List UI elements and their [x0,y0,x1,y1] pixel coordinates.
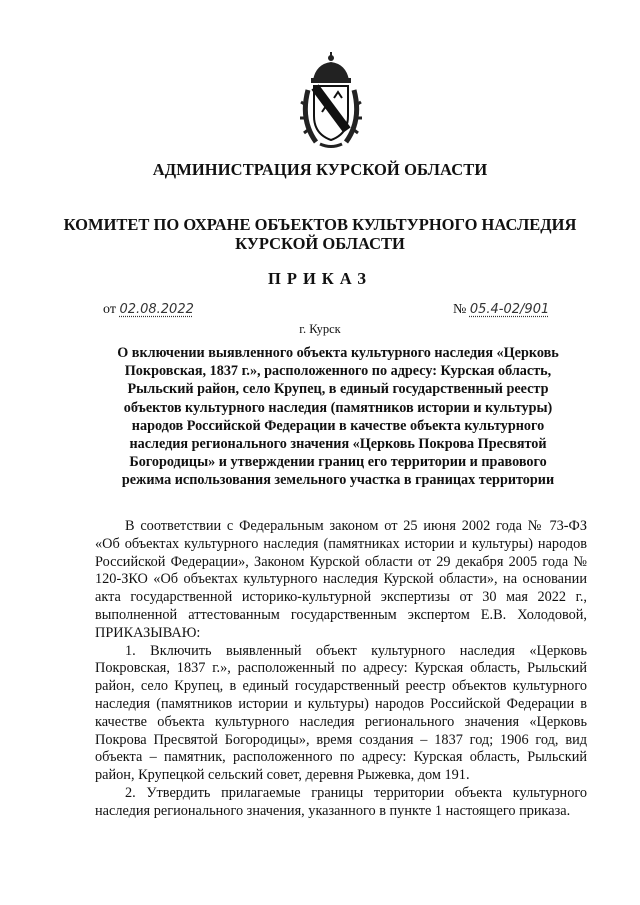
number-value: 05.4-02/901 [469,302,550,317]
number-prefix: № [453,302,467,317]
date-value: 02.08.2022 [119,302,194,317]
order-title: ПРИКАЗ [268,269,372,288]
date-prefix: от [103,302,116,317]
administration-title: АДМИНИСТРАЦИЯ КУРСКОЙ ОБЛАСТИ [152,160,488,179]
committee-title-line2: КУРСКОЙ ОБЛАСТИ [235,234,405,253]
order-subject: О включении выявленного объекта культурного наследия «Церковь Покровская, 1837 г.», расположенного по адресу: Курская область, Рыльский район, село Крупец, в единый государственный реестр объектов культурного наследия (памятников истории и культуры) народов Российской Федерации в качестве объекта культурного наследия регионального значения «Церковь Покрова Пресвятой Богородицы» и утверждении границ его территории и правового режима использования земельного участка в границах территории [117,345,559,489]
order-number [453,302,549,318]
body-item-1: 1. Включить выявленный объект культурного наследия «Церковь Покровская, 1837 г.», расположенный по адресу: Курская область, Рыльский район, село Крупец, в единый государственный реестр объектов культурного наследия (памятников истории и культуры) народов Российской Федерации в качестве объекта культурного наследия регионального значения «Церковь Покрова Пресвятой Богородицы», время создания – 1837 год; 1906 год, вид объекта – памятник, расположенного по адресу: Курская область, Рыльский район, Крупецкой сельский совет, деревня Рыжевка, дом 191. [95,642,587,784]
city-label: г. Курск [299,322,341,336]
body-item-2: 2. Утвердить прилагаемые границы территории объекта культурного наследия регионального значения, указанного в пункте 1 настоящего приказа. [95,784,587,819]
order-date [103,302,194,318]
committee-title [0,215,640,253]
coat-of-arms-emblem [296,50,366,150]
body-intro-paragraph: В соответствии с Федеральным законом от 25 июня 2002 года № 73-ФЗ «Об объектах культурного наследия (памятниках истории и культуры) народов Российской Федерации», Законом Курской области от 29 декабря 2005 года № 120-ЗКО «Об объектах культурного наследия Курской области», на основании акта государственной историко-культурной экспертизы от 30 мая 2022 г., выполненной аттестованным государственным экспертом Е.В. Холодовой, ПРИКАЗЫВАЮ: [95,518,587,641]
committee-title-line1: КОМИТЕТ ПО ОХРАНЕ ОБЪЕКТОВ КУЛЬТУРНОГО НАСЛЕДИЯ [63,215,577,234]
order-body [95,518,587,821]
